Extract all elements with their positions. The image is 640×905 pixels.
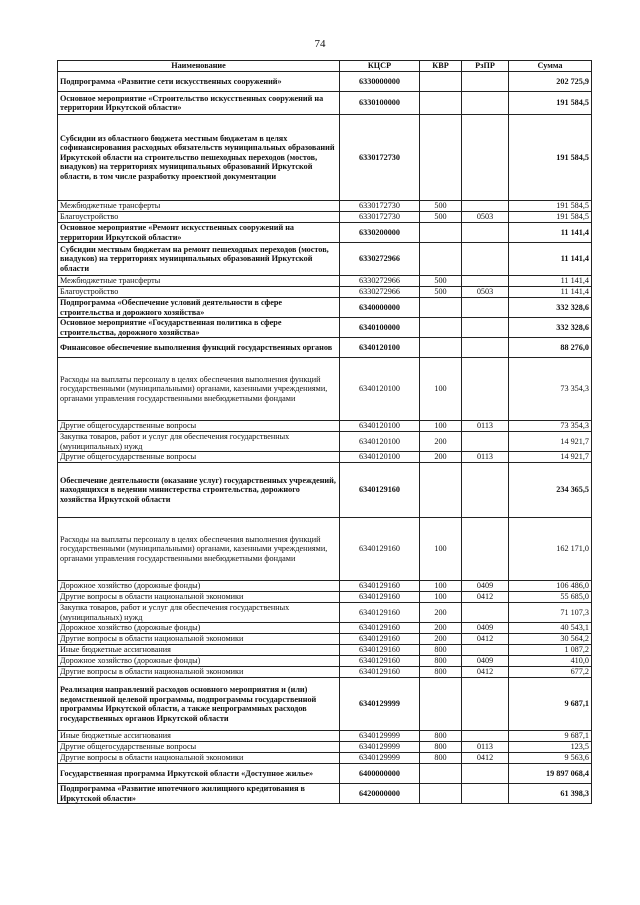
table-row <box>58 338 592 358</box>
cell-sum: 9 563,6 <box>509 753 592 764</box>
cell-kvr <box>420 678 462 731</box>
cell-name: Иные бюджетные ассигнования <box>58 645 340 656</box>
cell-code: 6340129160 <box>340 645 420 656</box>
cell-sum: 73 354,3 <box>509 421 592 432</box>
cell-sum: 191 584,5 <box>509 201 592 212</box>
cell-code: 6340129160 <box>340 581 420 592</box>
table-row <box>58 223 592 243</box>
cell-sum: 234 365,5 <box>509 463 592 518</box>
table-row <box>58 518 592 581</box>
cell-sum: 106 486,0 <box>509 581 592 592</box>
cell-code: 6330172730 <box>340 212 420 223</box>
cell-sum: 11 141,4 <box>509 276 592 287</box>
cell-code: 6340120100 <box>340 358 420 421</box>
cell-rz: 0412 <box>462 592 509 603</box>
cell-name: Основное мероприятие «Государственная политика в сфере строительства, дорожного хозяйства» <box>58 318 340 338</box>
cell-rz: 0412 <box>462 634 509 645</box>
cell-name: Финансовое обеспечение выполнения функций государственных органов <box>58 338 340 358</box>
cell-code: 6340129999 <box>340 753 420 764</box>
cell-rz <box>462 764 509 784</box>
cell-rz: 0113 <box>462 742 509 753</box>
cell-rz: 0412 <box>462 667 509 678</box>
cell-kvr <box>420 92 462 115</box>
cell-code: 6340129999 <box>340 678 420 731</box>
cell-code: 6330172730 <box>340 201 420 212</box>
cell-sum: 191 584,5 <box>509 212 592 223</box>
cell-sum: 55 685,0 <box>509 592 592 603</box>
cell-name: Обеспечение деятельности (оказание услуг) государственных учреждений, находящихся в ведении министерства строительства, дорожного хозяйства Иркутской области <box>58 463 340 518</box>
cell-name: Дорожное хозяйство (дорожные фонды) <box>58 656 340 667</box>
cell-rz <box>462 784 509 804</box>
cell-kvr: 800 <box>420 667 462 678</box>
table-row <box>58 421 592 432</box>
cell-code: 6400000000 <box>340 764 420 784</box>
cell-rz: 0503 <box>462 287 509 298</box>
cell-code: 6330172730 <box>340 115 420 201</box>
cell-kvr: 800 <box>420 753 462 764</box>
cell-name: Благоустройство <box>58 212 340 223</box>
table-row <box>58 452 592 463</box>
cell-kvr: 100 <box>420 581 462 592</box>
cell-rz <box>462 298 509 318</box>
cell-name: Основное мероприятие «Ремонт искусственных сооружений на территории Иркутской области» <box>58 223 340 243</box>
cell-code: 6340129999 <box>340 731 420 742</box>
cell-sum: 14 921,7 <box>509 432 592 452</box>
cell-name: Закупка товаров, работ и услуг для обеспечения государственных (муниципальных) нужд <box>58 603 340 623</box>
cell-rz <box>462 358 509 421</box>
cell-sum: 11 141,4 <box>509 223 592 243</box>
cell-name: Межбюджетные трансферты <box>58 276 340 287</box>
cell-rz: 0409 <box>462 623 509 634</box>
cell-name: Дорожное хозяйство (дорожные фонды) <box>58 581 340 592</box>
cell-code: 6330000000 <box>340 72 420 92</box>
cell-code: 6420000000 <box>340 784 420 804</box>
cell-rz <box>462 731 509 742</box>
cell-kvr <box>420 223 462 243</box>
cell-name: Другие общегосударственные вопросы <box>58 742 340 753</box>
table-row <box>58 634 592 645</box>
table-row <box>58 678 592 731</box>
cell-sum: 88 276,0 <box>509 338 592 358</box>
table-row <box>58 656 592 667</box>
table-row <box>58 318 592 338</box>
cell-kvr <box>420 72 462 92</box>
cell-sum: 9 687,1 <box>509 731 592 742</box>
cell-code: 6340129160 <box>340 634 420 645</box>
cell-kvr <box>420 318 462 338</box>
cell-name: Другие вопросы в области национальной экономики <box>58 634 340 645</box>
cell-code: 6340120100 <box>340 432 420 452</box>
cell-kvr: 200 <box>420 634 462 645</box>
cell-kvr: 100 <box>420 358 462 421</box>
table-row <box>58 784 592 804</box>
cell-kvr: 800 <box>420 645 462 656</box>
cell-rz <box>462 338 509 358</box>
cell-name: Другие общегосударственные вопросы <box>58 421 340 432</box>
cell-code: 6330200000 <box>340 223 420 243</box>
cell-rz: 0113 <box>462 452 509 463</box>
cell-rz <box>462 115 509 201</box>
cell-rz <box>462 678 509 731</box>
cell-sum: 19 897 068,4 <box>509 764 592 784</box>
cell-kvr <box>420 764 462 784</box>
cell-rz <box>462 318 509 338</box>
cell-name: Другие вопросы в области национальной экономики <box>58 592 340 603</box>
cell-code: 6340129160 <box>340 463 420 518</box>
cell-sum: 332 328,6 <box>509 318 592 338</box>
table-row <box>58 623 592 634</box>
cell-kvr: 500 <box>420 287 462 298</box>
table-row <box>58 92 592 115</box>
table-row <box>58 243 592 276</box>
table-row <box>58 731 592 742</box>
cell-kvr: 800 <box>420 731 462 742</box>
cell-rz: 0113 <box>462 421 509 432</box>
cell-name: Иные бюджетные ассигнования <box>58 731 340 742</box>
cell-rz <box>462 463 509 518</box>
cell-rz <box>462 72 509 92</box>
table-row <box>58 212 592 223</box>
cell-name: Закупка товаров, работ и услуг для обеспечения государственных (муниципальных) нужд <box>58 432 340 452</box>
table-row <box>58 432 592 452</box>
table-row <box>58 287 592 298</box>
cell-sum: 123,5 <box>509 742 592 753</box>
column-header-rz: РзПР <box>462 61 509 72</box>
cell-name: Субсидии из областного бюджета местным бюджетам в целях софинансирования расходных обязательств муниципальных образований Иркутской области на строительство пешеходных переходов (мостов, виадуков) на территориях муниципальных образований Иркутской области, в том числе разработку проектной документации <box>58 115 340 201</box>
cell-code: 6340129999 <box>340 742 420 753</box>
cell-sum: 61 398,3 <box>509 784 592 804</box>
table-row <box>58 581 592 592</box>
table-row <box>58 753 592 764</box>
cell-sum: 410,0 <box>509 656 592 667</box>
cell-code: 6330272966 <box>340 287 420 298</box>
cell-rz <box>462 518 509 581</box>
page-number: 74 <box>314 38 326 50</box>
cell-name: Другие вопросы в области национальной экономики <box>58 667 340 678</box>
cell-code: 6340129160 <box>340 656 420 667</box>
table-row <box>58 742 592 753</box>
cell-rz <box>462 432 509 452</box>
cell-code: 6340100000 <box>340 318 420 338</box>
cell-sum: 1 087,2 <box>509 645 592 656</box>
cell-name: Расходы на выплаты персоналу в целях обеспечения выполнения функций государственными (муниципальными) органами, казенными учреждениями, органами управления государственными внебюджетными фондами <box>58 518 340 581</box>
cell-name: Субсидии местным бюджетам на ремонт пешеходных переходов (мостов, виадуков) на территориях муниципальных образований Иркутской области <box>58 243 340 276</box>
cell-sum: 202 725,9 <box>509 72 592 92</box>
cell-name: Другие общегосударственные вопросы <box>58 452 340 463</box>
cell-kvr <box>420 338 462 358</box>
cell-sum: 332 328,6 <box>509 298 592 318</box>
table-row <box>58 276 592 287</box>
cell-kvr: 500 <box>420 212 462 223</box>
table-row <box>58 115 592 201</box>
cell-kvr: 200 <box>420 452 462 463</box>
cell-rz <box>462 603 509 623</box>
cell-kvr: 100 <box>420 592 462 603</box>
budget-table <box>57 60 592 804</box>
cell-sum: 677,2 <box>509 667 592 678</box>
column-header-sum: Сумма <box>509 61 592 72</box>
cell-sum: 162 171,0 <box>509 518 592 581</box>
cell-kvr: 100 <box>420 518 462 581</box>
cell-code: 6340129160 <box>340 623 420 634</box>
table-header-row <box>58 61 592 72</box>
cell-rz <box>462 276 509 287</box>
cell-kvr <box>420 298 462 318</box>
cell-name: Подпрограмма «Развитие сети искусственных сооружений» <box>58 72 340 92</box>
cell-name: Расходы на выплаты персоналу в целях обеспечения выполнения функций государственными (муниципальными) органами, казенными учреждениями, органами управления государственными внебюджетными фондами <box>58 358 340 421</box>
cell-code: 6330272966 <box>340 243 420 276</box>
table-row <box>58 764 592 784</box>
cell-sum: 30 564,2 <box>509 634 592 645</box>
table-row <box>58 201 592 212</box>
cell-kvr <box>420 463 462 518</box>
column-header-name: Наименование <box>58 61 340 72</box>
table-row <box>58 645 592 656</box>
cell-code: 6340129160 <box>340 667 420 678</box>
cell-sum: 11 141,4 <box>509 243 592 276</box>
cell-sum: 14 921,7 <box>509 452 592 463</box>
cell-sum: 71 107,3 <box>509 603 592 623</box>
cell-name: Подпрограмма «Развитие ипотечного жилищного кредитования в Иркутской области» <box>58 784 340 804</box>
cell-code: 6340120100 <box>340 452 420 463</box>
cell-code: 6340120100 <box>340 338 420 358</box>
cell-code: 6340129160 <box>340 592 420 603</box>
cell-rz <box>462 223 509 243</box>
cell-code: 6330272966 <box>340 276 420 287</box>
cell-name: Дорожное хозяйство (дорожные фонды) <box>58 623 340 634</box>
cell-name: Основное мероприятие «Строительство искусственных сооружений на территории Иркутской области» <box>58 92 340 115</box>
cell-kvr <box>420 243 462 276</box>
cell-kvr <box>420 784 462 804</box>
cell-name: Благоустройство <box>58 287 340 298</box>
cell-rz: 0412 <box>462 753 509 764</box>
cell-sum: 9 687,1 <box>509 678 592 731</box>
cell-rz: 0409 <box>462 581 509 592</box>
cell-name: Государственная программа Иркутской области «Доступное жилье» <box>58 764 340 784</box>
column-header-kvr: КВР <box>420 61 462 72</box>
cell-rz: 0409 <box>462 656 509 667</box>
cell-rz <box>462 201 509 212</box>
cell-sum: 191 584,5 <box>509 92 592 115</box>
cell-sum: 191 584,5 <box>509 115 592 201</box>
table-row <box>58 298 592 318</box>
table-row <box>58 603 592 623</box>
cell-name: Межбюджетные трансферты <box>58 201 340 212</box>
table-row <box>58 667 592 678</box>
cell-kvr <box>420 115 462 201</box>
cell-rz <box>462 645 509 656</box>
cell-sum: 11 141,4 <box>509 287 592 298</box>
table-row <box>58 592 592 603</box>
cell-kvr: 500 <box>420 276 462 287</box>
cell-kvr: 100 <box>420 421 462 432</box>
cell-kvr: 200 <box>420 603 462 623</box>
cell-code: 6330100000 <box>340 92 420 115</box>
table-row <box>58 72 592 92</box>
cell-rz <box>462 243 509 276</box>
cell-sum: 73 354,3 <box>509 358 592 421</box>
cell-kvr: 800 <box>420 742 462 753</box>
cell-rz <box>462 92 509 115</box>
cell-code: 6340129160 <box>340 518 420 581</box>
column-header-code: КЦСР <box>340 61 420 72</box>
cell-kvr: 200 <box>420 432 462 452</box>
cell-kvr: 800 <box>420 656 462 667</box>
cell-sum: 40 543,1 <box>509 623 592 634</box>
table-row <box>58 463 592 518</box>
cell-code: 6340120100 <box>340 421 420 432</box>
table-row <box>58 358 592 421</box>
cell-code: 6340000000 <box>340 298 420 318</box>
cell-kvr: 200 <box>420 623 462 634</box>
cell-name: Реализация направлений расходов основного мероприятия и (или) ведомственной целевой программы, подпрограммы государственной программы Иркутской области, а также непрограммных расходов государственных органов Иркутской области <box>58 678 340 731</box>
cell-name: Другие вопросы в области национальной экономики <box>58 753 340 764</box>
cell-name: Подпрограмма «Обеспечение условий деятельности в сфере строительства и дорожного хозяйства» <box>58 298 340 318</box>
cell-rz: 0503 <box>462 212 509 223</box>
cell-kvr: 500 <box>420 201 462 212</box>
cell-code: 6340129160 <box>340 603 420 623</box>
